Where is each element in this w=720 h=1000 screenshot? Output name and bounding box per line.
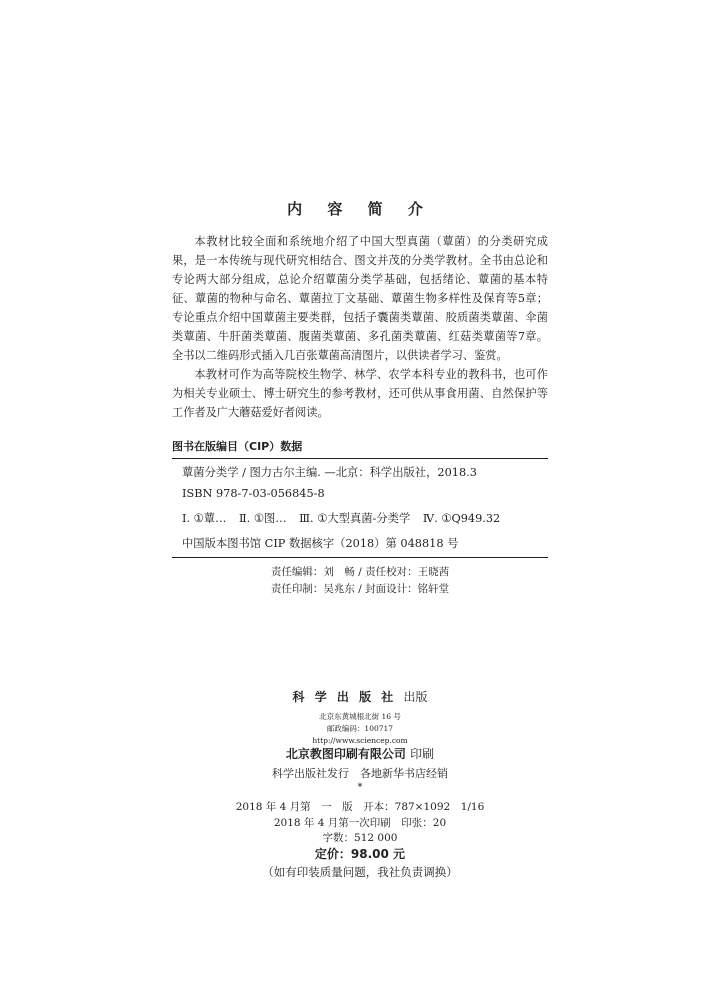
- printer-suffix: 印刷: [410, 747, 435, 761]
- printer-line: [0, 745, 720, 762]
- publisher-line: [0, 688, 720, 705]
- staff-line-2: 责任印制：吴兆东 / 封面设计：铭轩堂: [270, 583, 450, 595]
- introduction: [172, 232, 548, 422]
- intro-paragraph-2: 本教材可作为高等院校生物学、林学、农学本科专业的教科书，也可作为相关专业硕士、博士研究生的参考教材，还可供从事食用菌、自然保护等工作者及广大蘑菇爱好者阅读。: [172, 368, 548, 419]
- edition-line: 2018 年 4 月第 一 版 开本：787×1092 1/16: [235, 801, 485, 813]
- printing-line: 2018 年 4 月第一次印刷 印张：20: [273, 817, 447, 829]
- cip-class-1: Ⅰ. ①蕈…: [182, 512, 227, 525]
- cip-isbn: ISBN 978-7-03-056845-8: [182, 487, 325, 500]
- publisher-address: 北京东黄城根北街 16 号: [319, 712, 401, 721]
- cip-class-4: Ⅳ. ①Q949.32: [422, 512, 501, 525]
- cip-heading: 图书在版编目（CIP）数据: [172, 440, 303, 453]
- cip-block: [172, 438, 548, 558]
- staff-credits: [0, 564, 720, 598]
- separator-star: *: [357, 782, 363, 793]
- publisher-suffix: 出版: [403, 690, 428, 704]
- cip-class-3: Ⅲ. ①大型真菌-分类学: [299, 512, 411, 525]
- page-title: 内 容 简 介: [287, 200, 433, 218]
- price: 定价：98.00 元: [314, 847, 406, 861]
- word-count: 字数：512 000: [322, 832, 398, 844]
- staff-line-1: 责任编辑：刘 畅 / 责任校对：王晓茜: [270, 566, 450, 578]
- publisher-name: 科 学 出 版 社: [292, 690, 397, 704]
- publisher-postcode: 邮政编码：100717: [326, 724, 394, 733]
- cip-book-line: 蕈菌分类学 / 图力古尔主编. —北京：科学出版社，2018.3: [182, 466, 477, 479]
- cip-approval: 中国版本图书馆 CIP 数据核字（2018）第 048818 号: [182, 537, 459, 550]
- publisher-url: http://www.sciencep.com: [312, 736, 408, 745]
- quality-note: （如有印装质量问题，我社负责调换）: [262, 865, 458, 879]
- cip-class-2: Ⅱ. ①图…: [238, 512, 287, 525]
- intro-paragraph-1: 本教材比较全面和系统地介绍了中国大型真菌（蕈菌）的分类研究成果，是一本传统与现代研究相结合、图文并茂的分类学教材。全书由总论和专论两大部分组成，总论介绍蕈菌分类学基础，包括绪论、蕈菌的基本特征、蕈菌的物种与命名、蕈菌拉丁文基础、蕈菌生物多样性及保育等5章；专论重点介绍中国蕈菌主要类群，包括子囊菌类蕈菌、胶质菌类蕈菌、伞菌类蕈菌、牛肝菌类蕈菌、腹菌类蕈菌、多孔菌类蕈菌、红菇类蕈菌等7章。全书以二维码形式插入几百张蕈菌高清图片，以供读者学习、鉴赏。: [172, 235, 548, 362]
- distribution-line: 科学出版社发行 各地新华书店经销: [272, 767, 448, 780]
- cip-classification: [172, 501, 548, 526]
- printer-name: 北京教图印刷有限公司: [285, 747, 406, 761]
- cip-bottom-rule: [172, 557, 548, 558]
